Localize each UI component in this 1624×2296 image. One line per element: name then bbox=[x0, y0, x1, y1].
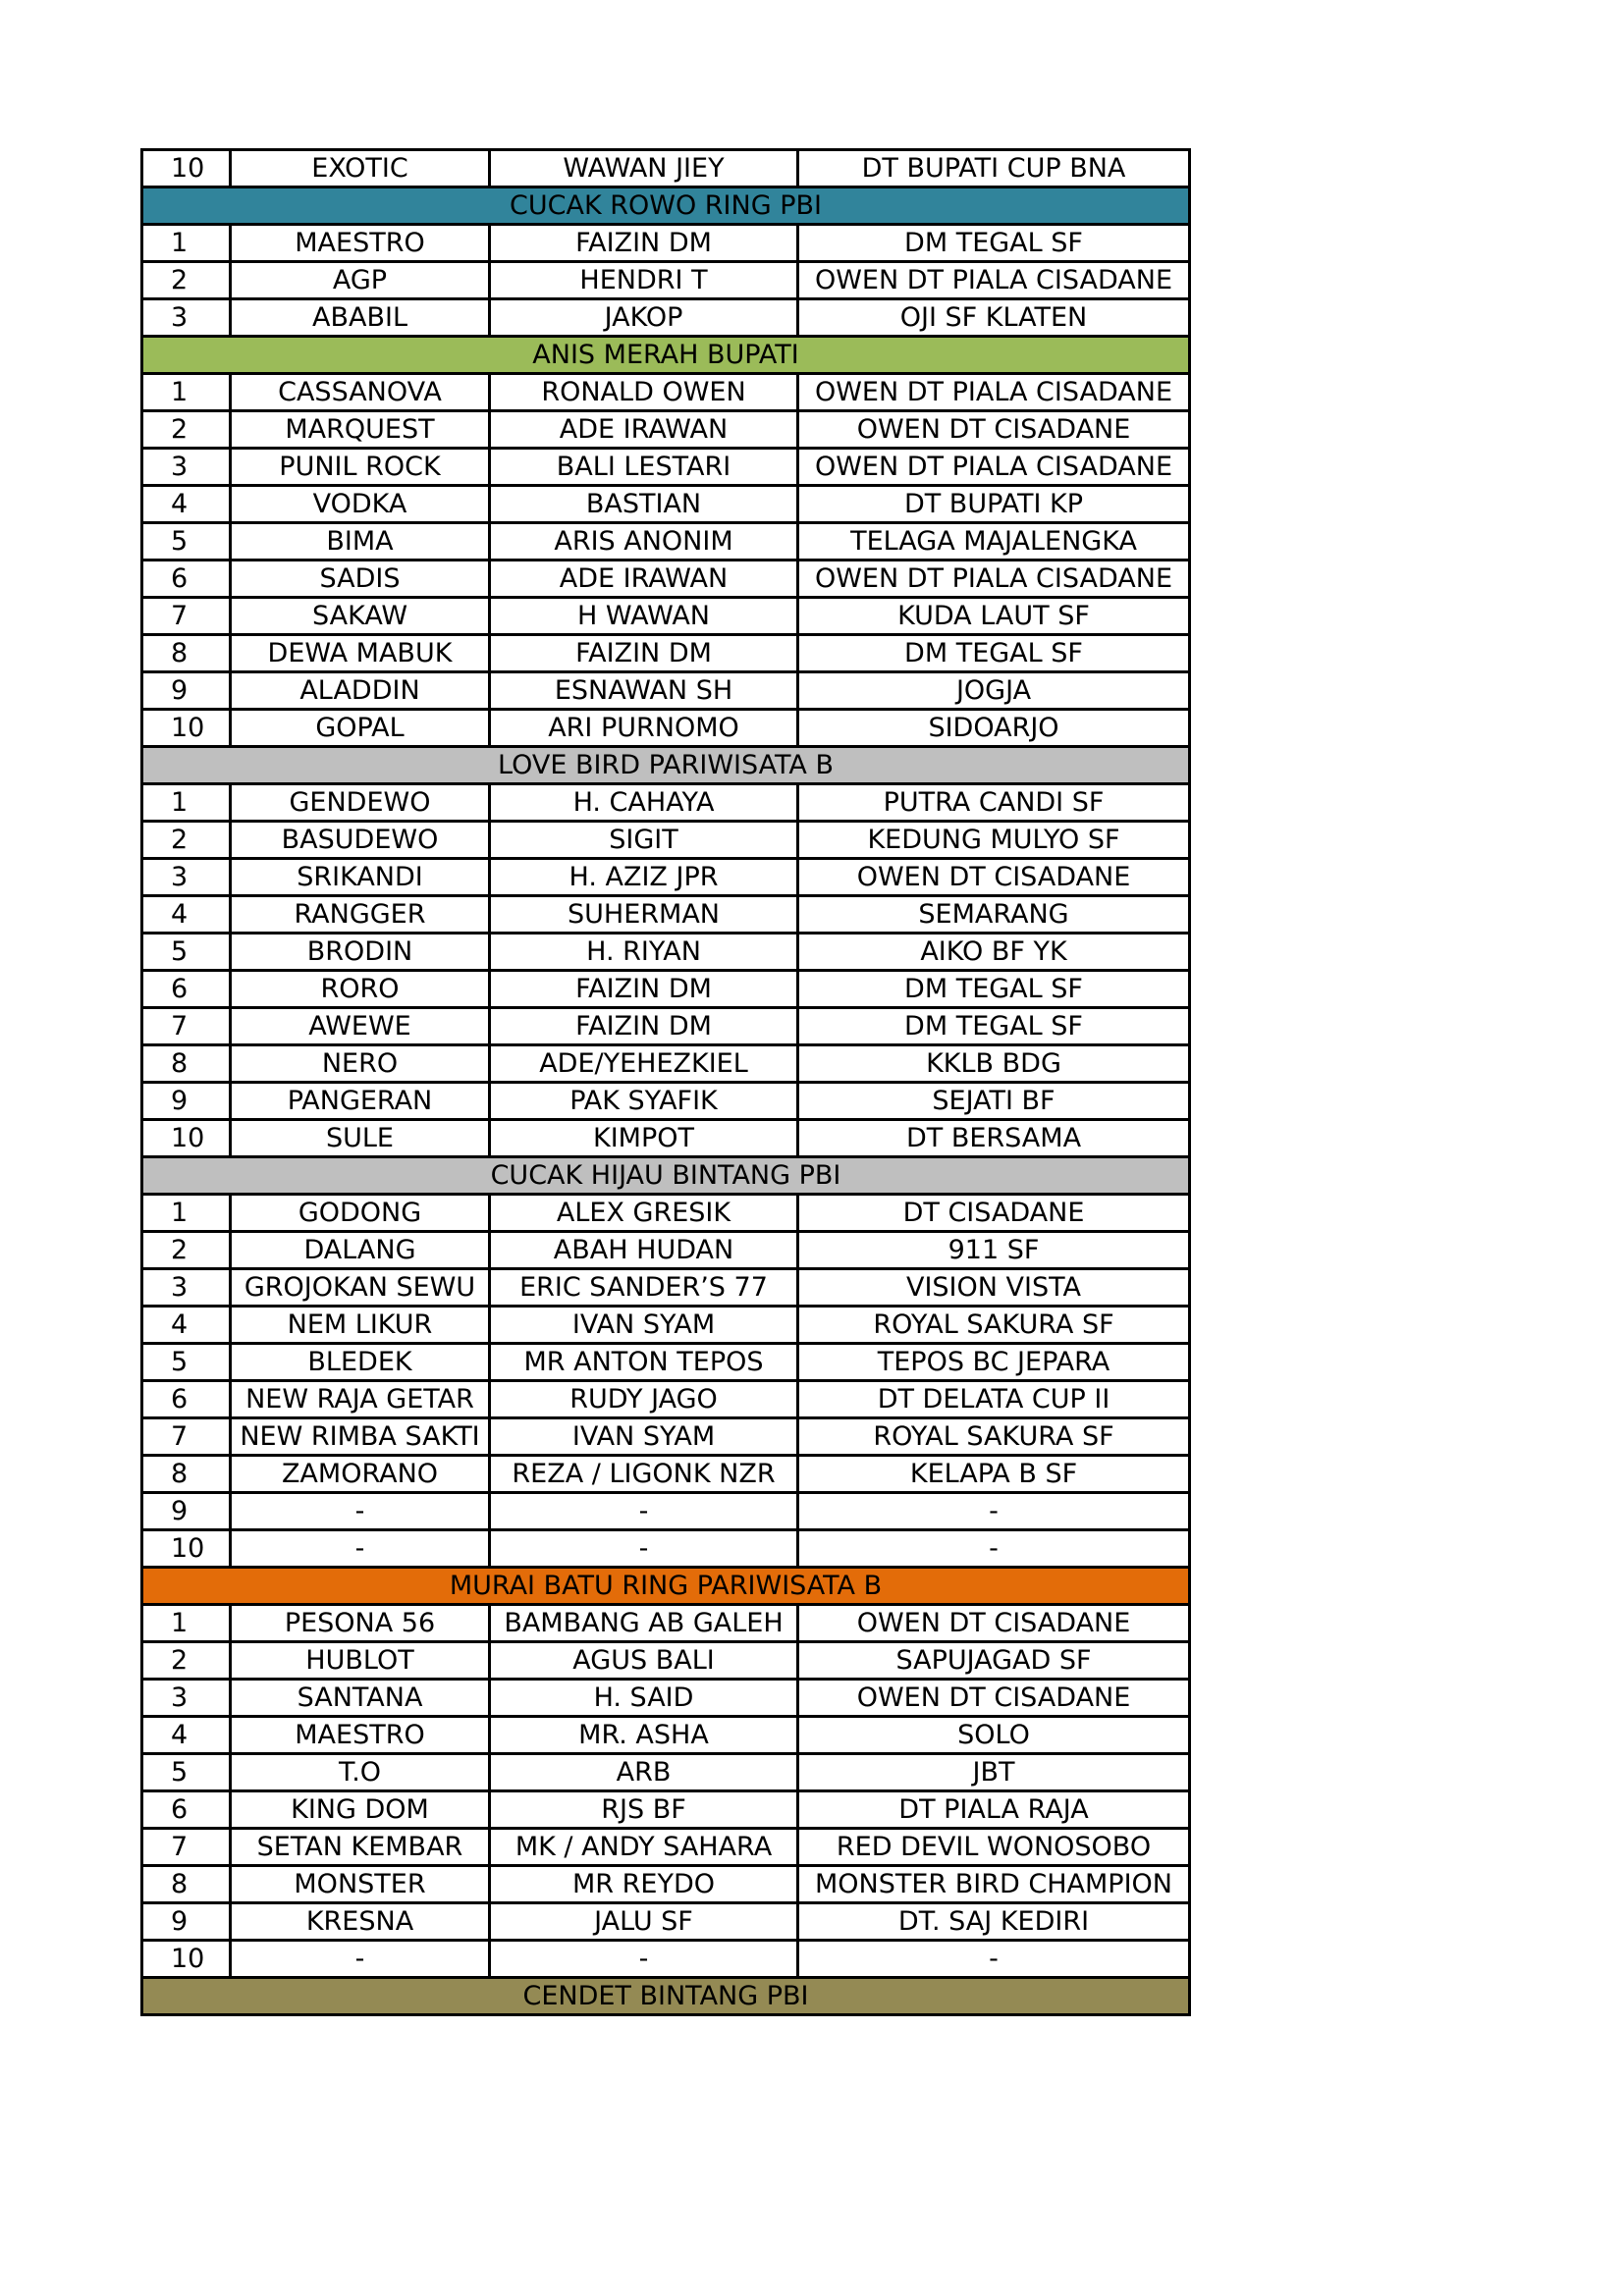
category-header-row bbox=[142, 1568, 1190, 1605]
rank-cell: 9 bbox=[142, 1903, 231, 1941]
bird-name-cell: DEWA MABUK bbox=[231, 635, 490, 672]
table-row bbox=[142, 523, 1190, 561]
team-cell: DT BUPATI CUP BNA bbox=[798, 150, 1190, 187]
table-row bbox=[142, 1941, 1190, 1978]
owner-cell: RUDY JAGO bbox=[490, 1381, 798, 1418]
bird-name-cell: MAESTRO bbox=[231, 1717, 490, 1754]
rank-cell: 5 bbox=[142, 1754, 231, 1791]
team-cell: ROYAL SAKURA SF bbox=[798, 1418, 1190, 1456]
table-row bbox=[142, 1381, 1190, 1418]
owner-cell: FAIZIN DM bbox=[490, 1008, 798, 1045]
owner-cell: SIGIT bbox=[490, 822, 798, 859]
rank-cell: 8 bbox=[142, 1456, 231, 1493]
owner-cell: MR REYDO bbox=[490, 1866, 798, 1903]
bird-name-cell: MARQUEST bbox=[231, 411, 490, 449]
team-cell: OWEN DT PIALA CISADANE bbox=[798, 262, 1190, 299]
table-row bbox=[142, 784, 1190, 822]
rank-cell: 1 bbox=[142, 1195, 231, 1232]
team-cell: DM TEGAL SF bbox=[798, 635, 1190, 672]
bird-name-cell: SADIS bbox=[231, 561, 490, 598]
bird-name-cell: T.O bbox=[231, 1754, 490, 1791]
owner-cell: BAMBANG AB GALEH bbox=[490, 1605, 798, 1642]
bird-name-cell: SETAN KEMBAR bbox=[231, 1829, 490, 1866]
owner-cell: - bbox=[490, 1941, 798, 1978]
owner-cell: MR. ASHA bbox=[490, 1717, 798, 1754]
table-row bbox=[142, 1754, 1190, 1791]
team-cell: OWEN DT CISADANE bbox=[798, 1605, 1190, 1642]
owner-cell: H. CAHAYA bbox=[490, 784, 798, 822]
team-cell: KEDUNG MULYO SF bbox=[798, 822, 1190, 859]
rank-cell: 8 bbox=[142, 635, 231, 672]
rank-cell: 3 bbox=[142, 1680, 231, 1717]
bird-name-cell: HUBLOT bbox=[231, 1642, 490, 1680]
bird-name-cell: AWEWE bbox=[231, 1008, 490, 1045]
team-cell: DT BERSAMA bbox=[798, 1120, 1190, 1157]
owner-cell: ADE/YEHEZKIEL bbox=[490, 1045, 798, 1083]
rank-cell: 6 bbox=[142, 561, 231, 598]
table-row bbox=[142, 1045, 1190, 1083]
rank-cell: 5 bbox=[142, 523, 231, 561]
team-cell: TEPOS BC JEPARA bbox=[798, 1344, 1190, 1381]
rank-cell: 3 bbox=[142, 449, 231, 486]
table-row bbox=[142, 1008, 1190, 1045]
owner-cell: HENDRI T bbox=[490, 262, 798, 299]
table-row bbox=[142, 1344, 1190, 1381]
owner-cell: FAIZIN DM bbox=[490, 971, 798, 1008]
category-title: ANIS MERAH BUPATI bbox=[142, 337, 1190, 374]
rank-cell: 7 bbox=[142, 1418, 231, 1456]
owner-cell: ARB bbox=[490, 1754, 798, 1791]
owner-cell: REZA / LIGONK NZR bbox=[490, 1456, 798, 1493]
rank-cell: 10 bbox=[142, 710, 231, 747]
table-row bbox=[142, 934, 1190, 971]
category-header-row bbox=[142, 1978, 1190, 2015]
team-cell: DT BUPATI KP bbox=[798, 486, 1190, 523]
bird-name-cell: BIMA bbox=[231, 523, 490, 561]
owner-cell: JAKOP bbox=[490, 299, 798, 337]
table-row bbox=[142, 635, 1190, 672]
team-cell: DT CISADANE bbox=[798, 1195, 1190, 1232]
rank-cell: 5 bbox=[142, 1344, 231, 1381]
table-row bbox=[142, 896, 1190, 934]
bird-name-cell: ABABIL bbox=[231, 299, 490, 337]
team-cell: KELAPA B SF bbox=[798, 1456, 1190, 1493]
rank-cell: 10 bbox=[142, 1530, 231, 1568]
table-row bbox=[142, 822, 1190, 859]
owner-cell: ERIC SANDER’S 77 bbox=[490, 1269, 798, 1307]
rank-cell: 7 bbox=[142, 1008, 231, 1045]
bird-name-cell: SANTANA bbox=[231, 1680, 490, 1717]
bird-name-cell: CASSANOVA bbox=[231, 374, 490, 411]
owner-cell: ARI PURNOMO bbox=[490, 710, 798, 747]
bird-name-cell: GENDEWO bbox=[231, 784, 490, 822]
category-title: MURAI BATU RING PARIWISATA B bbox=[142, 1568, 1190, 1605]
bird-name-cell: RANGGER bbox=[231, 896, 490, 934]
team-cell: DM TEGAL SF bbox=[798, 1008, 1190, 1045]
team-cell: SAPUJAGAD SF bbox=[798, 1642, 1190, 1680]
owner-cell: PAK SYAFIK bbox=[490, 1083, 798, 1120]
rank-cell: 1 bbox=[142, 1605, 231, 1642]
bird-name-cell: MONSTER bbox=[231, 1866, 490, 1903]
table-row bbox=[142, 1232, 1190, 1269]
team-cell: - bbox=[798, 1941, 1190, 1978]
team-cell: AIKO BF YK bbox=[798, 934, 1190, 971]
table-row bbox=[142, 449, 1190, 486]
team-cell: DT. SAJ KEDIRI bbox=[798, 1903, 1190, 1941]
table-row bbox=[142, 859, 1190, 896]
table-row bbox=[142, 262, 1190, 299]
rank-cell: 2 bbox=[142, 1232, 231, 1269]
team-cell: MONSTER BIRD CHAMPION bbox=[798, 1866, 1190, 1903]
bird-name-cell: BRODIN bbox=[231, 934, 490, 971]
team-cell: OWEN DT CISADANE bbox=[798, 411, 1190, 449]
rank-cell: 6 bbox=[142, 971, 231, 1008]
table-row bbox=[142, 1791, 1190, 1829]
owner-cell: ALEX GRESIK bbox=[490, 1195, 798, 1232]
rank-cell: 3 bbox=[142, 299, 231, 337]
bird-name-cell: - bbox=[231, 1493, 490, 1530]
owner-cell: WAWAN JIEY bbox=[490, 150, 798, 187]
table-row bbox=[142, 710, 1190, 747]
bird-name-cell: ALADDIN bbox=[231, 672, 490, 710]
rank-cell: 10 bbox=[142, 150, 231, 187]
bird-name-cell: NEW RAJA GETAR bbox=[231, 1381, 490, 1418]
owner-cell: MR ANTON TEPOS bbox=[490, 1344, 798, 1381]
team-cell: RED DEVIL WONOSOBO bbox=[798, 1829, 1190, 1866]
rank-cell: 8 bbox=[142, 1866, 231, 1903]
owner-cell: H WAWAN bbox=[490, 598, 798, 635]
team-cell: OWEN DT PIALA CISADANE bbox=[798, 449, 1190, 486]
owner-cell: H. AZIZ JPR bbox=[490, 859, 798, 896]
team-cell: SEMARANG bbox=[798, 896, 1190, 934]
rank-cell: 9 bbox=[142, 672, 231, 710]
rank-cell: 4 bbox=[142, 1717, 231, 1754]
owner-cell: IVAN SYAM bbox=[490, 1418, 798, 1456]
bird-name-cell: - bbox=[231, 1530, 490, 1568]
table-row bbox=[142, 225, 1190, 262]
owner-cell: ADE IRAWAN bbox=[490, 561, 798, 598]
table-row bbox=[142, 486, 1190, 523]
team-cell: SIDOARJO bbox=[798, 710, 1190, 747]
bird-name-cell: AGP bbox=[231, 262, 490, 299]
rank-cell: 9 bbox=[142, 1493, 231, 1530]
rank-cell: 8 bbox=[142, 1045, 231, 1083]
rank-cell: 1 bbox=[142, 225, 231, 262]
table-row bbox=[142, 1680, 1190, 1717]
bird-name-cell: NEW RIMBA SAKTI bbox=[231, 1418, 490, 1456]
owner-cell: ADE IRAWAN bbox=[490, 411, 798, 449]
owner-cell: ABAH HUDAN bbox=[490, 1232, 798, 1269]
bird-name-cell: GOPAL bbox=[231, 710, 490, 747]
category-title: LOVE BIRD PARIWISATA B bbox=[142, 747, 1190, 784]
table-row bbox=[142, 1642, 1190, 1680]
team-cell: DM TEGAL SF bbox=[798, 225, 1190, 262]
team-cell: TELAGA MAJALENGKA bbox=[798, 523, 1190, 561]
table-row bbox=[142, 561, 1190, 598]
owner-cell: - bbox=[490, 1493, 798, 1530]
table-row bbox=[142, 1717, 1190, 1754]
bird-name-cell: VODKA bbox=[231, 486, 490, 523]
team-cell: OWEN DT PIALA CISADANE bbox=[798, 374, 1190, 411]
bird-name-cell: SRIKANDI bbox=[231, 859, 490, 896]
rank-cell: 7 bbox=[142, 598, 231, 635]
rank-cell: 9 bbox=[142, 1083, 231, 1120]
bird-name-cell: ZAMORANO bbox=[231, 1456, 490, 1493]
bird-name-cell: PESONA 56 bbox=[231, 1605, 490, 1642]
rank-cell: 10 bbox=[142, 1120, 231, 1157]
owner-cell: RONALD OWEN bbox=[490, 374, 798, 411]
category-title: CENDET BINTANG PBI bbox=[142, 1978, 1190, 2015]
team-cell: DM TEGAL SF bbox=[798, 971, 1190, 1008]
team-cell: ROYAL SAKURA SF bbox=[798, 1307, 1190, 1344]
rank-cell: 1 bbox=[142, 784, 231, 822]
bird-name-cell: BASUDEWO bbox=[231, 822, 490, 859]
team-cell: OWEN DT CISADANE bbox=[798, 859, 1190, 896]
owner-cell: - bbox=[490, 1530, 798, 1568]
category-header-row bbox=[142, 747, 1190, 784]
results-table bbox=[140, 148, 1191, 2016]
rank-cell: 2 bbox=[142, 411, 231, 449]
table-row bbox=[142, 1829, 1190, 1866]
rank-cell: 6 bbox=[142, 1381, 231, 1418]
bird-name-cell: GROJOKAN SEWU bbox=[231, 1269, 490, 1307]
category-header-row bbox=[142, 1157, 1190, 1195]
owner-cell: H. SAID bbox=[490, 1680, 798, 1717]
team-cell: - bbox=[798, 1493, 1190, 1530]
category-title: CUCAK HIJAU BINTANG PBI bbox=[142, 1157, 1190, 1195]
table-row bbox=[142, 1120, 1190, 1157]
table-row bbox=[142, 1418, 1190, 1456]
owner-cell: ARIS ANONIM bbox=[490, 523, 798, 561]
bird-name-cell: DALANG bbox=[231, 1232, 490, 1269]
bird-name-cell: - bbox=[231, 1941, 490, 1978]
table-row bbox=[142, 1493, 1190, 1530]
table-row bbox=[142, 598, 1190, 635]
bird-name-cell: EXOTIC bbox=[231, 150, 490, 187]
table-row bbox=[142, 1605, 1190, 1642]
table-row bbox=[142, 971, 1190, 1008]
owner-cell: ESNAWAN SH bbox=[490, 672, 798, 710]
team-cell: JOGJA bbox=[798, 672, 1190, 710]
team-cell: OWEN DT PIALA CISADANE bbox=[798, 561, 1190, 598]
table-row bbox=[142, 411, 1190, 449]
owner-cell: KIMPOT bbox=[490, 1120, 798, 1157]
bird-name-cell: KRESNA bbox=[231, 1903, 490, 1941]
bird-name-cell: MAESTRO bbox=[231, 225, 490, 262]
bird-name-cell: GODONG bbox=[231, 1195, 490, 1232]
team-cell: OJI SF KLATEN bbox=[798, 299, 1190, 337]
team-cell: OWEN DT CISADANE bbox=[798, 1680, 1190, 1717]
table-row bbox=[142, 299, 1190, 337]
owner-cell: JALU SF bbox=[490, 1903, 798, 1941]
table-row bbox=[142, 1866, 1190, 1903]
owner-cell: SUHERMAN bbox=[490, 896, 798, 934]
rank-cell: 4 bbox=[142, 896, 231, 934]
team-cell: SEJATI BF bbox=[798, 1083, 1190, 1120]
owner-cell: BASTIAN bbox=[490, 486, 798, 523]
category-title: CUCAK ROWO RING PBI bbox=[142, 187, 1190, 225]
table-row bbox=[142, 672, 1190, 710]
table-row bbox=[142, 1269, 1190, 1307]
results-table-body bbox=[142, 150, 1190, 2015]
rank-cell: 1 bbox=[142, 374, 231, 411]
team-cell: JBT bbox=[798, 1754, 1190, 1791]
rank-cell: 5 bbox=[142, 934, 231, 971]
team-cell: KUDA LAUT SF bbox=[798, 598, 1190, 635]
team-cell: SOLO bbox=[798, 1717, 1190, 1754]
rank-cell: 3 bbox=[142, 1269, 231, 1307]
rank-cell: 2 bbox=[142, 262, 231, 299]
bird-name-cell: BLEDEK bbox=[231, 1344, 490, 1381]
bird-name-cell: SAKAW bbox=[231, 598, 490, 635]
rank-cell: 6 bbox=[142, 1791, 231, 1829]
owner-cell: H. RIYAN bbox=[490, 934, 798, 971]
owner-cell: FAIZIN DM bbox=[490, 635, 798, 672]
table-row bbox=[142, 1195, 1190, 1232]
owner-cell: RJS BF bbox=[490, 1791, 798, 1829]
bird-name-cell: RORO bbox=[231, 971, 490, 1008]
team-cell: VISION VISTA bbox=[798, 1269, 1190, 1307]
bird-name-cell: NEM LIKUR bbox=[231, 1307, 490, 1344]
bird-name-cell: SULE bbox=[231, 1120, 490, 1157]
owner-cell: MK / ANDY SAHARA bbox=[490, 1829, 798, 1866]
bird-name-cell: PUNIL ROCK bbox=[231, 449, 490, 486]
team-cell: PUTRA CANDI SF bbox=[798, 784, 1190, 822]
table-row bbox=[142, 1083, 1190, 1120]
rank-cell: 3 bbox=[142, 859, 231, 896]
category-header-row bbox=[142, 337, 1190, 374]
rank-cell: 10 bbox=[142, 1941, 231, 1978]
table-row bbox=[142, 1456, 1190, 1493]
rank-cell: 4 bbox=[142, 486, 231, 523]
owner-cell: FAIZIN DM bbox=[490, 225, 798, 262]
table-row bbox=[142, 1903, 1190, 1941]
table-row bbox=[142, 1530, 1190, 1568]
team-cell: DT PIALA RAJA bbox=[798, 1791, 1190, 1829]
rank-cell: 2 bbox=[142, 1642, 231, 1680]
table-row bbox=[142, 1307, 1190, 1344]
team-cell: - bbox=[798, 1530, 1190, 1568]
bird-name-cell: PANGERAN bbox=[231, 1083, 490, 1120]
bird-name-cell: KING DOM bbox=[231, 1791, 490, 1829]
table-row bbox=[142, 374, 1190, 411]
category-header-row bbox=[142, 187, 1190, 225]
owner-cell: IVAN SYAM bbox=[490, 1307, 798, 1344]
rank-cell: 4 bbox=[142, 1307, 231, 1344]
rank-cell: 2 bbox=[142, 822, 231, 859]
table-row bbox=[142, 150, 1190, 187]
bird-name-cell: NERO bbox=[231, 1045, 490, 1083]
team-cell: KKLB BDG bbox=[798, 1045, 1190, 1083]
owner-cell: AGUS BALI bbox=[490, 1642, 798, 1680]
team-cell: 911 SF bbox=[798, 1232, 1190, 1269]
rank-cell: 7 bbox=[142, 1829, 231, 1866]
owner-cell: BALI LESTARI bbox=[490, 449, 798, 486]
team-cell: DT DELATA CUP II bbox=[798, 1381, 1190, 1418]
